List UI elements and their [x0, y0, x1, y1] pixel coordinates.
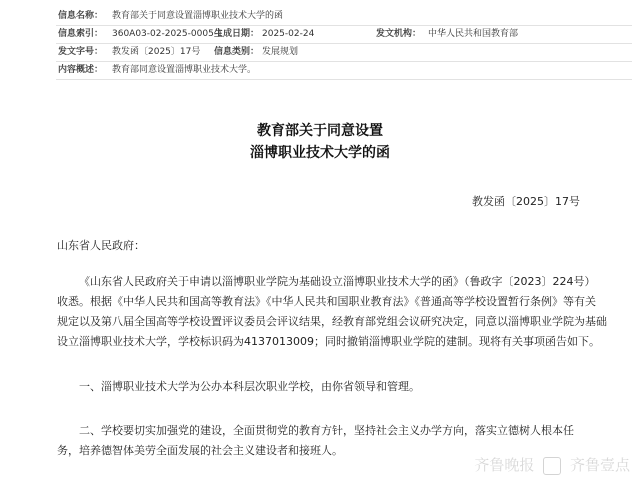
doc-number-label: 发文字号： — [58, 47, 104, 57]
metadata-table — [56, 8, 632, 80]
issuer-value: 中华人民共和国教育部 — [428, 29, 519, 39]
info-name-value: 教育部关于同意设置淄博职业技术大学的函 — [112, 11, 284, 21]
paragraph-1 — [57, 272, 607, 352]
paragraph-3-line-2: 务，培养德智体美劳全面发展的社会主义建设者和接班人。 — [57, 444, 343, 457]
meta-row-summary — [56, 62, 632, 80]
paragraph-2-line-1: 一、淄博职业技术大学为公办本科层次职业学校，由你省领导和管理。 — [79, 380, 420, 393]
meta-row-doc-number — [56, 44, 632, 62]
paragraph-1-line-3: 规定以及第八届全国高等学校设置评议委员会评议结果，经教育部党组会议研究决定，同意以淄博职业学院为基础 — [57, 315, 607, 328]
paragraph-1-line-2: 收悉。根据《中华人民共和国高等教育法》《中华人民共和国职业教育法》《普通高等学校设置暂行条例》等有关 — [57, 295, 596, 308]
logo-icon — [543, 457, 561, 475]
issuer-label: 发文机构： — [376, 29, 422, 39]
created-label: 生成日期： — [214, 29, 260, 39]
watermark-source-2: 齐鲁壹点 — [569, 456, 630, 474]
doc-number-value: 教发函〔2025〕17号 — [112, 47, 201, 57]
index-label: 信息索引： — [58, 29, 104, 39]
paragraph-1-line-4: 设立淄博职业技术大学，学校标识码为4137013009；同时撤销淄博职业学院的建制。现将有关事项函告如下。 — [57, 335, 600, 348]
watermark-source-1: 齐鲁晚报 — [474, 456, 535, 474]
paragraph-1-line-1: 《山东省人民政府关于申请以淄博职业学院为基础设立淄博职业技术大学的函》（鲁政字〔2023〕224号） — [79, 275, 596, 288]
index-value: 360A03-02-2025-0005-1 — [112, 29, 223, 39]
letter-title-line1: 教育部关于同意设置 — [257, 123, 383, 139]
category-value: 发展规划 — [262, 47, 299, 57]
meta-row-index — [56, 26, 632, 44]
paragraph-3-line-1: 二、学校要切实加强党的建设，全面贯彻党的教育方针，坚持社会主义办学方向，落实立德树人根本任 — [79, 424, 574, 437]
info-name-label: 信息名称： — [58, 11, 104, 21]
summary-label: 内容概述： — [58, 65, 104, 75]
letter-addressee: 山东省人民政府： — [57, 239, 145, 252]
created-value: 2025-02-24 — [262, 29, 315, 39]
letter-title-line2: 淄博职业技术大学的函 — [250, 145, 390, 161]
summary-value: 教育部同意设置淄博职业技术大学。 — [112, 65, 257, 75]
watermark — [474, 454, 630, 475]
paragraph-2 — [57, 377, 597, 397]
letter-doc-number: 教发函〔2025〕17号 — [472, 195, 580, 208]
category-label: 信息类别： — [214, 47, 260, 57]
meta-row-info-name — [56, 8, 632, 26]
